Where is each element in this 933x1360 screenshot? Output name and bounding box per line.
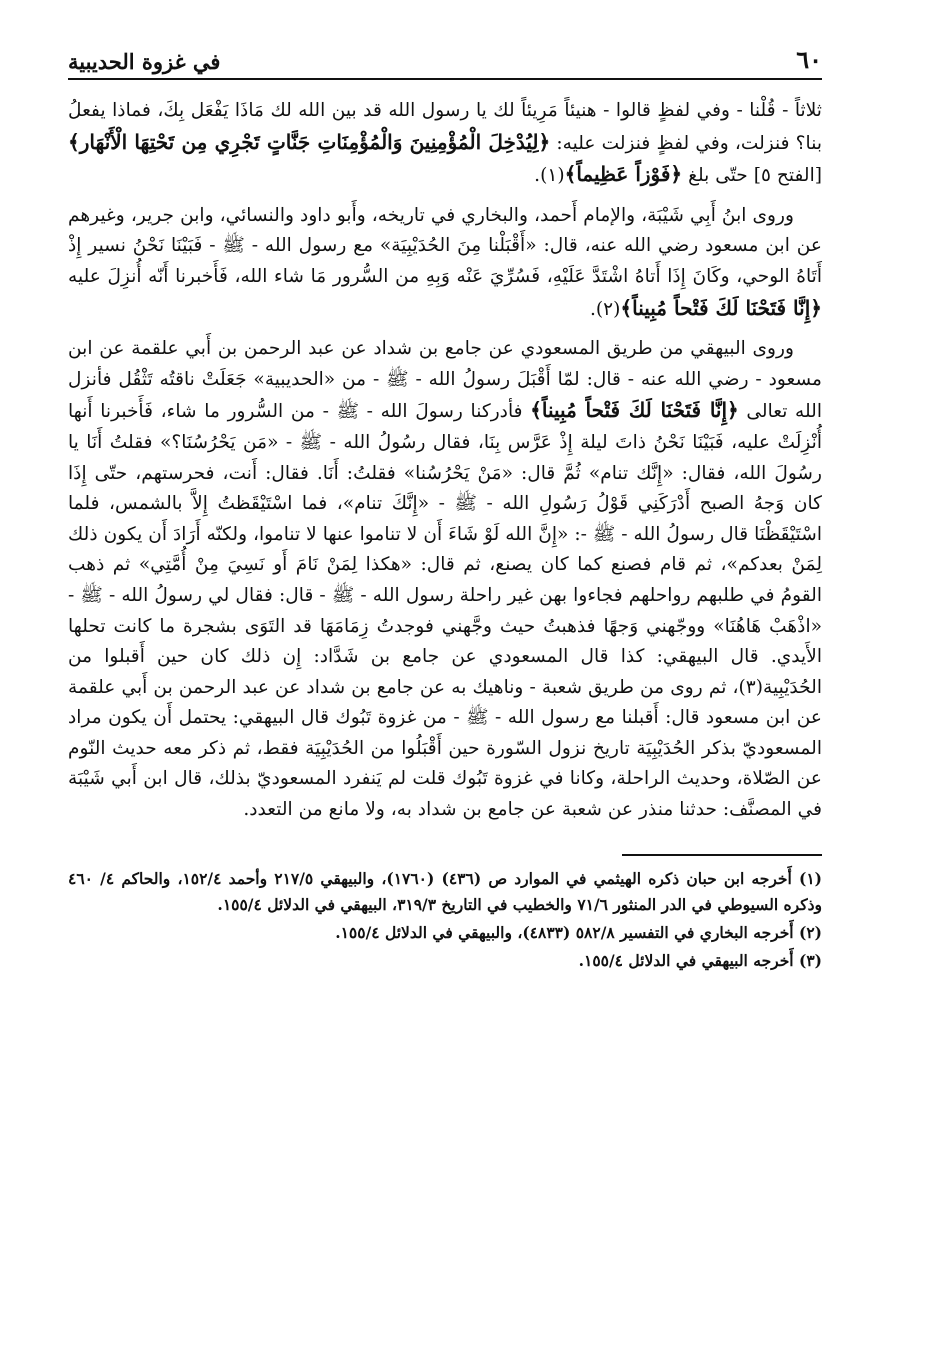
footnotes bbox=[68, 866, 822, 974]
paragraph-1 bbox=[68, 96, 822, 192]
running-title: في غزوة الحديبية bbox=[68, 49, 221, 74]
footnote-ref: (٢). bbox=[589, 298, 621, 320]
quran-verse: ﴿لِيُدْخِلَ الْمُؤْمِنِينَ وَالْمُؤْمِنَاتِ جَنَّاتٍ تَجْرِي مِن تَحْتِهَا الْأَنْهَار﴾ bbox=[68, 129, 551, 154]
quran-verse: ﴿فَوْزاً عَظِيماً﴾ bbox=[564, 162, 683, 187]
quran-verse: ﴿إِنَّا فَتَحْنَا لَكَ فَتْحاً مُبِيناً﴾ bbox=[620, 295, 822, 320]
paragraph-2-text: وروى ابنُ أَبِي شَيْبَة، والإمام أَحمد، والبخاري في تاريخه، وأَبو داود والنسائي، وابن جرير، وغيرهم عن ابن مسعود رضي الله عنه، قال: «أَقْبَلْنا مِنَ الحُدَيْبِيَة» مع رسول الله - ﷺ - فَبَيْنَا نَحْنُ نسير إِذْ أَتَاهُ الوحي، وكَانَ إِذَا أَتاهُ اشْتَدَّ عَلَيْهِ، فَسُرِّيَ عَنْه وَبِهِ من السُّرور مَا شاء الله، فَأَخبرنا أَنّه أُنزِلَ عليه bbox=[68, 204, 822, 287]
paragraph-3-text: وروى البيهقي من طريق المسعودي عن جامع بن شداد عن عبد الرحمن بن أَبي علقمة عن ابن مسعود - رضي الله عنه - قال: لمّا أَقْبَلَ رسولُ الله - ﷺ - من «الحديبية» جَعَلَتْ ناقتُه تَثْقُل فأنزل الله تعالى bbox=[68, 338, 823, 423]
quran-verse: ﴿إِنَّا فَتَحْنَا لَكَ فَتْحاً مُبِيناً﴾ bbox=[530, 398, 739, 423]
footnote-3: (٣) أَخرجه البيهقي في الدلائل ١٥٥/٤. bbox=[578, 950, 822, 970]
paragraph-3 bbox=[68, 334, 822, 826]
page-number: ٦٠ bbox=[796, 45, 822, 74]
footnote-divider bbox=[622, 854, 822, 856]
footnote-divider-wrap bbox=[68, 854, 822, 856]
paragraph-2 bbox=[68, 201, 822, 325]
paragraph-3-text-2: فأدركنا رسولَ الله - ﷺ - من السُّرور ما شاء، فَأَخبرنا أَنها أُنْزِلَتْ عليه، فَبَيْنَا نَحْنُ ذاتَ ليلة إِذْ عَرَّس بِنَا، فقال رسُولُ الله - ﷺ - «مَن يَحْرُسُنَا؟» فقلتُ أَنَا يا رسُولَ الله، فقال: «إِنَّك تنام» ثُمَّ قال: «مَنْ يَحْرُسُنا» فقلتُ: أَنَا. فقال: أَنت، فحرستهم، حتّى إِذَا كان وَجهُ الصبح أَدْرَكَنِي قَوْلُ رَسُولِ الله - ﷺ - «إِنَّكَ تنام»، فما اسْتَيْقَظتُ إِلاَّ بالشمس، فلما اسْتَيْقَظْنَا قال رسولُ الله - ﷺ -: «إِنَّ الله لَوْ شَاءَ أَن لا تناموا عنها لا تناموا، ولكنّه أَرَادَ أَن يكون ذلك لِمَنْ بعدكم»، ثم قام فصنع كما كان يصنع، ثم قال: «هكذا لِمَنْ نَامَ أَو نَسِيَ مِنْ أُمَّتِي» ثم ذهب القومُ في طلبهم رواحلهم فجاءوا بهن غير راحلة رسول الله - ﷺ - قال: فقال لي رسولُ الله - ﷺ - «اذْهَبْ هَاهُنَا» ووجّهني وَجهًا فذهبتُ حيث وجَّهني فوجدتُ زِمَامَهَا قد التَوَى بشجرة ما كانت تحلها الأَيدي. قال البيهقي: كذا قال المسعودي عن جامع بن شَدَّاد: إِن ذلك كان حين أَقبلوا من الحُدَيْبِية(٣)، ثم روى من طريق شعبة - وناهيك به عن جامع بن شداد عن عبد الرحمن بن أَبي علقمة عن ابن مسعود قال: أَقبلنا مع رسول الله - ﷺ - من غزوة تَبُوك قال البيهقي: يحتمل أَن يكون مراد المسعوديّ بذكر الحُدَيْبِيَة تاريخ نزول السّورة حين أَقْبَلُوا من الحُدَيْبِيَة فقط، ثم ذكر معه حديث النّوم عن الصّلاة، وحديث الراحلة، وكانا في غزوة تَبُوك قلت لم يَنفرد المسعوديّ بذلك، قال ابن أَبي شَيْبَة في المصنَّف: حدثنا منذر عن شعبة عن جامع بن شداد به، ولا مانع من التعدد. bbox=[68, 401, 822, 821]
running-header bbox=[68, 40, 822, 80]
paragraph-1-text-2: [الفتح ٥] حتّى بلغ bbox=[682, 165, 822, 187]
paragraph-1-text: ثلاثاً - قُلْنا - وفي لفظٍ قالوا - هنيئاً مَرِيئاً لك يا رسول الله قد بين الله لك مَاذَا يَفْعَل بِكَ، فماذا يفعلُ بنا؟ فنزلت، وفي لفظٍ فنزلت عليه: bbox=[68, 100, 822, 154]
page bbox=[68, 40, 822, 1340]
main-text bbox=[68, 96, 822, 826]
footnote-1: (١) أَخرجه ابن حبان ذكره الهيثمي في الموارد ص (٤٣٦) (١٧٦٠)، والبيهقي ٢١٧/٥ وأحمد ١٥٢/٤، والحاكم ٤/ ٤٦٠ وذكره السيوطي في الدر المنثور ٧١/٦ والخطيب في التاريخ ٣١٩/٣، البيهقي في الدلائل ١٥٥/٤. bbox=[68, 868, 822, 914]
footnote-ref: (١). bbox=[534, 165, 565, 187]
footnote-2: (٢) أَخرجه البخاري في التفسير ٥٨٢/٨ (٤٨٣٣)، والبيهقي في الدلائل ١٥٥/٤. bbox=[335, 922, 822, 942]
